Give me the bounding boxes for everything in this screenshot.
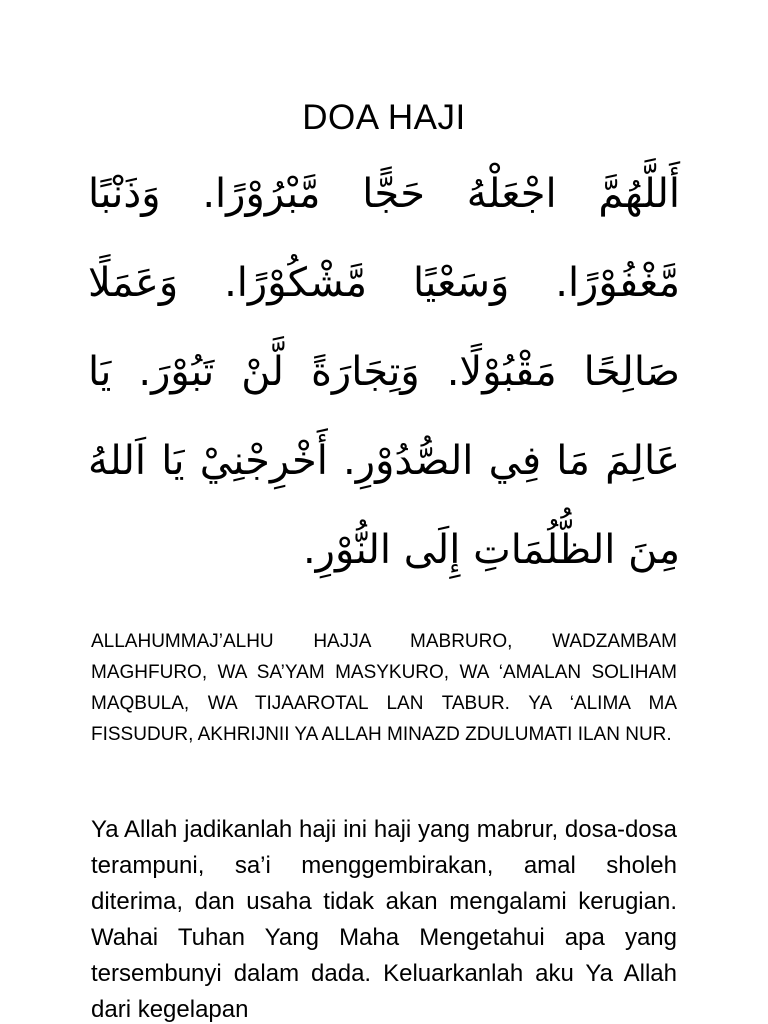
transliteration-paragraph: ALLAHUMMAJ’ALHU HAJJA MABRURO, WADZAMBAM MAGHFURO, WA SA’YAM MASYKURO, WA ‘AMALAN SOLIHAM MAQBULA, WA TIJAAROTAL LAN TABUR. YA ‘ALIMA MA FISSUDUR, AKHRIJNII YA ALLAH MINAZD ZDULUMATI ILAN NUR. (91, 631, 677, 745)
arabic-prayer-text: أَللَّهُمَّ اجْعَلْهُ حَجًّا مَّبْرُوْرًا. وَذَنْبًا مَّغْفُوْرًا. وَسَعْيًا مَّشْكُوْرًا. وَعَمَلًا صَالِحًا مَقْبُوْلًا. وَتِجَارَةً لَّنْ تَبُوْرَ. يَا عَالِمَ مَا فِي الصُّدُوْرِ. أَخْرِجْنِيْ يَا اَللهُ مِنَ الظُّلُمَاتِ إِلَى النُّوْرِ. (88, 171, 680, 573)
page-title: DOA HAJI (302, 98, 466, 137)
translation-paragraph: Ya Allah jadikanlah haji ini haji yang mabrur, dosa-dosa terampuni, sa’i menggembirakan, amal sholeh diterima, dan usaha tidak akan mengalami kerugian. Wahai Tuhan Yang Maha Mengetahui apa yang tersembunyi dalam dada. Keluarkanlah aku Ya Allah dari kegelapan (91, 816, 677, 1023)
